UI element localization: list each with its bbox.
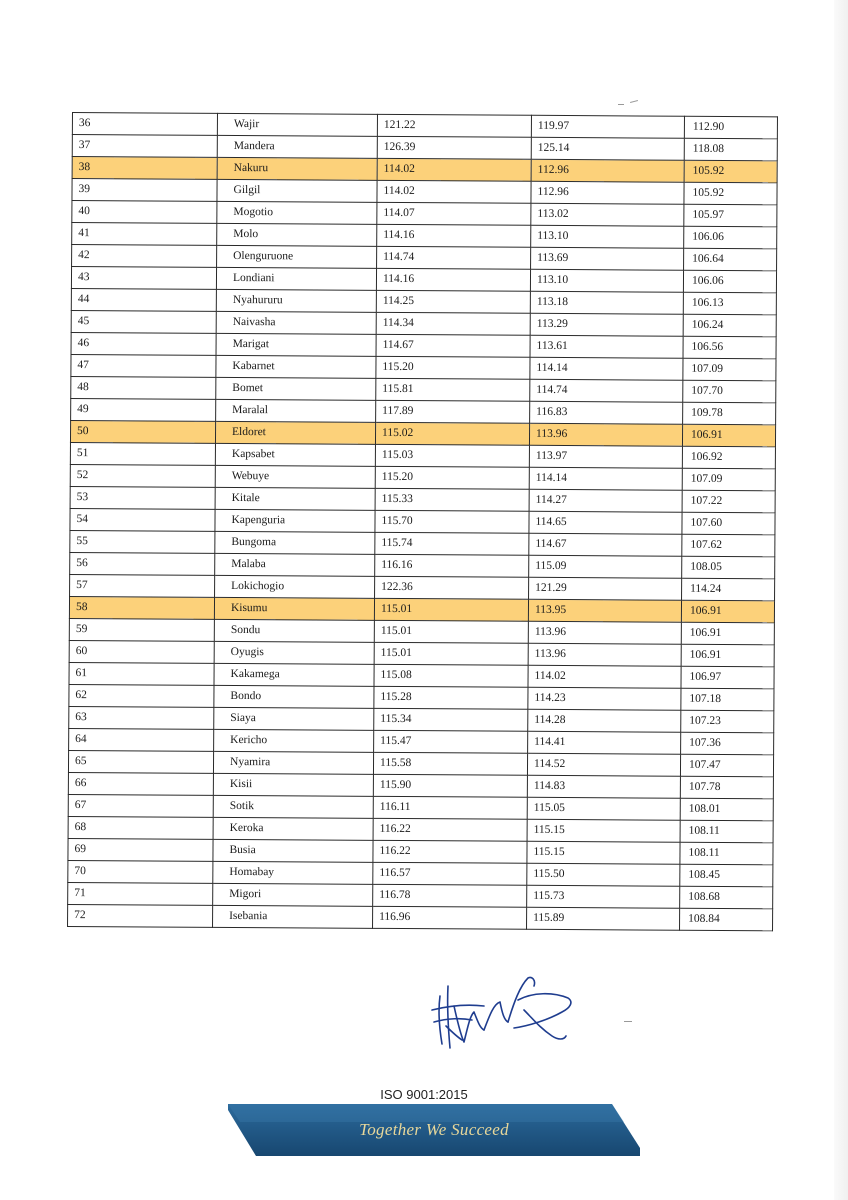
row-number-cell: 38 [72, 157, 217, 180]
price-cell: 113.96 [529, 423, 682, 446]
town-cell: Kabarnet [216, 355, 376, 378]
row-number-cell: 55 [70, 530, 215, 553]
price-cell: 115.47 [374, 730, 528, 753]
row-number-cell: 47 [71, 354, 216, 377]
row-number-cell: 64 [69, 728, 214, 751]
town-cell: Kisii [213, 773, 373, 796]
slogan-text: Together We Succeed [359, 1120, 509, 1139]
price-cell: 116.78 [373, 884, 527, 907]
row-number-cell: 46 [71, 332, 216, 355]
row-number-cell: 68 [68, 816, 213, 839]
price-cell: 107.47 [680, 754, 773, 777]
row-number-cell: 58 [69, 596, 214, 619]
price-cell: 114.07 [377, 202, 531, 225]
row-number-cell: 70 [68, 860, 213, 883]
price-cell: 107.36 [681, 732, 774, 755]
price-cell: 114.27 [529, 489, 682, 512]
price-cell: 115.15 [527, 819, 680, 842]
town-cell: Bungoma [215, 531, 375, 554]
town-cell: Sotik [213, 795, 373, 818]
row-number-cell: 48 [71, 376, 216, 399]
price-cell: 106.97 [681, 666, 774, 689]
row-number-cell: 57 [70, 574, 215, 597]
row-number-cell: 62 [69, 684, 214, 707]
price-cell: 115.01 [374, 642, 528, 665]
price-cell: 114.14 [529, 467, 682, 490]
price-cell: 116.83 [530, 401, 683, 424]
scan-edge [834, 0, 848, 1200]
price-cell: 116.96 [373, 906, 527, 929]
price-cell: 113.10 [531, 225, 684, 248]
price-cell: 116.22 [373, 840, 527, 863]
price-cell: 107.60 [682, 512, 775, 535]
price-cell: 106.64 [684, 248, 777, 271]
price-cell: 114.74 [377, 246, 531, 269]
town-cell: Nakuru [217, 157, 377, 180]
town-cell: Sondu [214, 619, 374, 642]
price-cell: 114.02 [377, 158, 531, 181]
price-cell: 125.14 [531, 137, 684, 160]
town-cell: Kapenguria [215, 509, 375, 532]
row-number-cell: 36 [72, 113, 217, 136]
row-number-cell: 49 [71, 398, 216, 421]
price-cell: 115.15 [527, 841, 680, 864]
row-number-cell: 59 [69, 618, 214, 641]
price-cell: 122.36 [375, 576, 529, 599]
price-cell: 118.08 [684, 138, 777, 161]
price-cell: 121.29 [529, 577, 682, 600]
row-number-cell: 56 [70, 552, 215, 575]
row-number-cell: 51 [70, 442, 215, 465]
price-cell: 115.20 [375, 466, 529, 489]
town-cell: Bondo [214, 685, 374, 708]
price-cell: 114.28 [528, 709, 681, 732]
price-cell: 113.95 [528, 599, 681, 622]
price-cell: 115.58 [373, 752, 527, 775]
town-cell: Londiani [216, 267, 376, 290]
town-cell: Siaya [214, 707, 374, 730]
price-cell: 113.96 [528, 621, 681, 644]
town-cell: Molo [217, 223, 377, 246]
price-cell: 115.28 [374, 686, 528, 709]
row-number-cell: 42 [72, 245, 217, 268]
price-cell: 108.01 [680, 798, 773, 821]
row-number-cell: 40 [72, 201, 217, 224]
row-number-cell: 63 [69, 706, 214, 729]
scan-speck [630, 100, 638, 103]
price-table [67, 112, 778, 931]
row-number-cell: 43 [71, 267, 216, 290]
price-cell: 115.09 [529, 555, 682, 578]
row-number-cell: 65 [68, 750, 213, 773]
price-cell: 114.16 [376, 268, 530, 291]
price-table-container [67, 112, 778, 931]
price-cell: 106.13 [683, 292, 776, 315]
town-cell: Nyahururu [216, 289, 376, 312]
town-cell: Gilgil [217, 179, 377, 202]
price-cell: 113.61 [530, 335, 683, 358]
price-cell: 106.06 [683, 270, 776, 293]
price-cell: 108.11 [680, 842, 773, 865]
price-cell: 112.90 [684, 116, 777, 139]
town-cell: Isebania [213, 905, 373, 928]
signature [428, 966, 578, 1052]
price-cell: 114.83 [527, 775, 680, 798]
price-cell: 114.16 [377, 224, 531, 247]
row-number-cell: 60 [69, 640, 214, 663]
price-cell: 114.41 [528, 731, 681, 754]
price-cell: 126.39 [377, 136, 531, 159]
price-cell: 113.10 [530, 269, 683, 292]
price-cell: 107.18 [681, 688, 774, 711]
price-cell: 115.03 [375, 444, 529, 467]
price-cell: 105.92 [684, 160, 777, 183]
price-cell: 114.74 [530, 379, 683, 402]
price-cell: 113.69 [531, 247, 684, 270]
price-cell: 106.91 [682, 424, 775, 447]
price-cell: 113.02 [531, 203, 684, 226]
price-cell: 106.91 [681, 644, 774, 667]
iso-certification: ISO 9001:2015 [380, 1087, 468, 1102]
price-table-body [68, 113, 778, 931]
price-cell: 115.50 [527, 863, 680, 886]
price-cell: 107.70 [683, 380, 776, 403]
price-cell: 115.73 [527, 885, 680, 908]
price-cell: 112.96 [531, 159, 684, 182]
scan-speck [624, 1021, 632, 1022]
price-cell: 115.02 [375, 422, 529, 445]
slogan-banner [228, 1104, 640, 1156]
town-cell: Naivasha [216, 311, 376, 334]
town-cell: Olenguruone [217, 245, 377, 268]
price-cell: 107.09 [682, 468, 775, 491]
town-cell: Oyugis [214, 641, 374, 664]
price-cell: 115.81 [376, 378, 530, 401]
town-cell: Nyamira [213, 751, 373, 774]
price-cell: 108.45 [680, 864, 773, 887]
price-cell: 114.24 [682, 578, 775, 601]
price-cell: 114.02 [377, 180, 531, 203]
row-number-cell: 69 [68, 838, 213, 861]
town-cell: Malaba [215, 553, 375, 576]
price-cell: 106.56 [683, 336, 776, 359]
row-number-cell: 37 [72, 135, 217, 158]
row-number-cell: 53 [70, 486, 215, 509]
price-cell: 114.52 [527, 753, 680, 776]
town-cell: Busia [213, 839, 373, 862]
row-number-cell: 67 [68, 794, 213, 817]
price-cell: 115.20 [376, 356, 530, 379]
price-cell: 108.84 [680, 908, 773, 931]
town-cell: Mandera [217, 135, 377, 158]
price-cell: 105.92 [684, 182, 777, 205]
town-cell: Keroka [213, 817, 373, 840]
town-cell: Bomet [216, 377, 376, 400]
price-cell: 114.67 [529, 533, 682, 556]
row-number-cell: 41 [72, 223, 217, 246]
price-cell: 108.05 [682, 556, 775, 579]
price-cell: 114.25 [376, 290, 530, 313]
price-cell: 114.23 [528, 687, 681, 710]
row-number-cell: 45 [71, 310, 216, 333]
price-cell: 113.97 [529, 445, 682, 468]
price-cell: 114.67 [376, 334, 530, 357]
town-cell: Kisumu [214, 597, 374, 620]
price-cell: 116.16 [375, 554, 529, 577]
price-cell: 116.57 [373, 862, 527, 885]
town-cell: Mogotio [217, 201, 377, 224]
price-cell: 107.62 [682, 534, 775, 557]
price-cell: 107.22 [682, 490, 775, 513]
row-number-cell: 72 [68, 904, 213, 927]
price-cell: 105.97 [684, 204, 777, 227]
town-cell: Kakamega [214, 663, 374, 686]
price-cell: 108.11 [680, 820, 773, 843]
price-cell: 115.08 [374, 664, 528, 687]
town-cell: Maralal [216, 399, 376, 422]
scan-speck [618, 104, 624, 105]
price-cell: 106.91 [681, 622, 774, 645]
price-cell: 106.91 [681, 600, 774, 623]
price-cell: 113.29 [530, 313, 683, 336]
price-cell: 106.24 [683, 314, 776, 337]
town-cell: Webuye [215, 465, 375, 488]
price-cell: 119.97 [531, 115, 684, 138]
price-cell: 115.33 [375, 488, 529, 511]
price-cell: 117.89 [376, 400, 530, 423]
price-cell: 115.70 [375, 510, 529, 533]
price-cell: 108.68 [680, 886, 773, 909]
town-cell: Wajir [217, 113, 377, 136]
row-number-cell: 71 [68, 882, 213, 905]
price-cell: 116.11 [373, 796, 527, 819]
price-cell: 121.22 [377, 114, 531, 137]
price-cell: 106.92 [682, 446, 775, 469]
row-number-cell: 66 [68, 772, 213, 795]
price-cell: 107.23 [681, 710, 774, 733]
price-cell: 106.06 [684, 226, 777, 249]
price-cell: 114.14 [530, 357, 683, 380]
table-row [68, 904, 773, 930]
town-cell: Kitale [215, 487, 375, 510]
town-cell: Kapsabet [215, 443, 375, 466]
row-number-cell: 50 [70, 420, 215, 443]
price-cell: 115.01 [374, 598, 528, 621]
town-cell: Homabay [213, 861, 373, 884]
row-number-cell: 52 [70, 464, 215, 487]
price-cell: 112.96 [531, 181, 684, 204]
price-cell: 114.34 [376, 312, 530, 335]
row-number-cell: 54 [70, 508, 215, 531]
price-cell: 115.89 [527, 907, 680, 930]
price-cell: 114.65 [529, 511, 682, 534]
row-number-cell: 61 [69, 662, 214, 685]
price-cell: 113.96 [528, 643, 681, 666]
town-cell: Eldoret [215, 421, 375, 444]
price-cell: 116.22 [373, 818, 527, 841]
town-cell: Kericho [214, 729, 374, 752]
town-cell: Marigat [216, 333, 376, 356]
price-cell: 113.18 [530, 291, 683, 314]
price-cell: 115.90 [373, 774, 527, 797]
price-cell: 107.09 [683, 358, 776, 381]
row-number-cell: 44 [71, 288, 216, 311]
town-cell: Lokichogio [215, 575, 375, 598]
price-cell: 115.05 [527, 797, 680, 820]
price-cell: 115.74 [375, 532, 529, 555]
row-number-cell: 39 [72, 179, 217, 202]
price-cell: 114.02 [528, 665, 681, 688]
price-cell: 115.34 [374, 708, 528, 731]
price-cell: 109.78 [683, 402, 776, 425]
town-cell: Migori [213, 883, 373, 906]
price-cell: 107.78 [680, 776, 773, 799]
price-cell: 115.01 [374, 620, 528, 643]
